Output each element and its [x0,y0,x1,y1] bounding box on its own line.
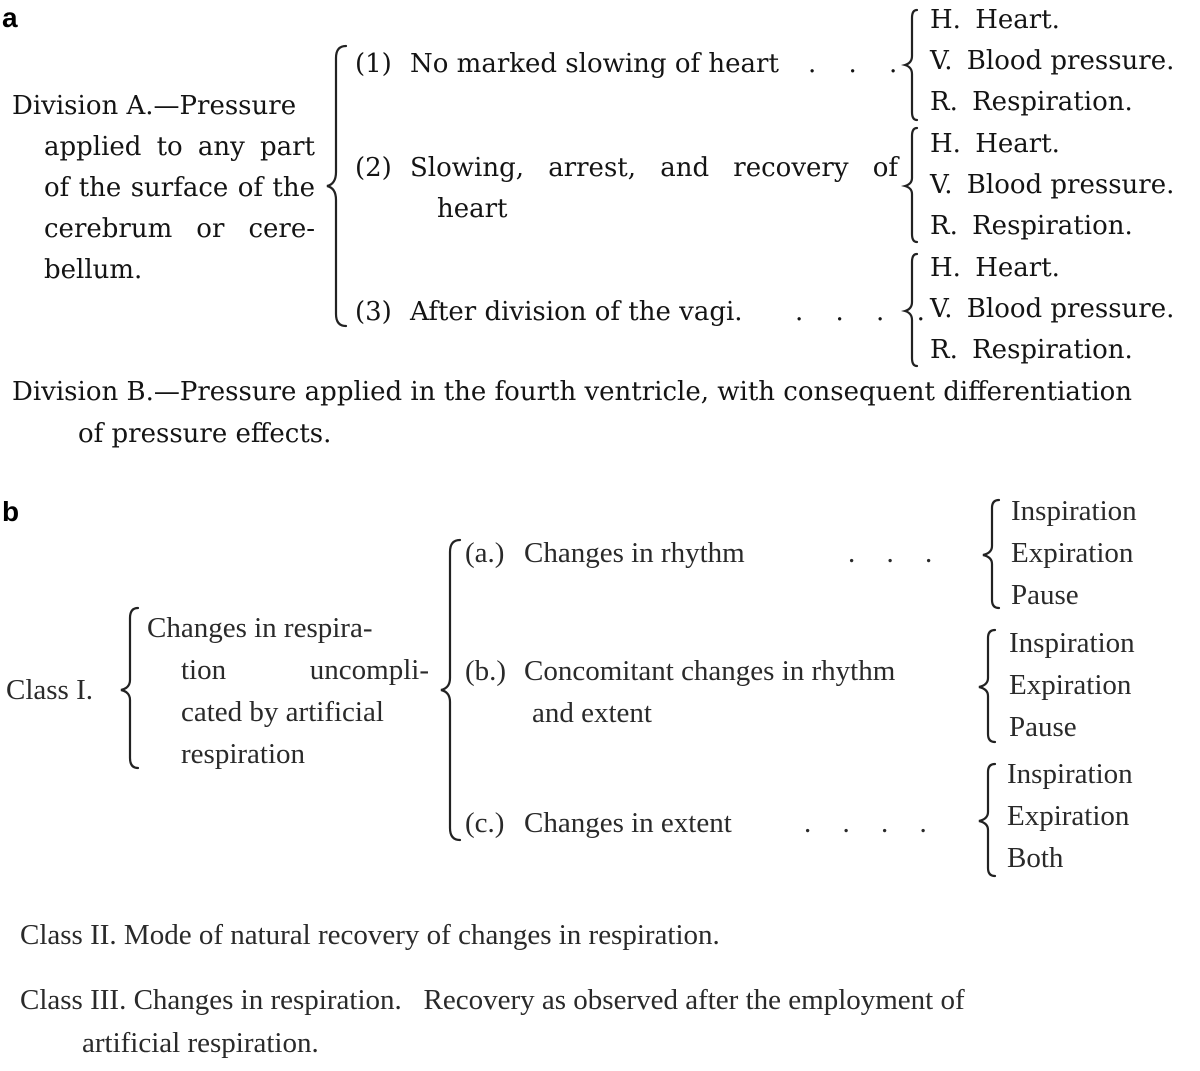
hvr-label: Blood pressure. [966,170,1175,200]
division-a-line: cerebrum or cere- [44,214,315,244]
hvr-row-blood-pressure [930,165,1174,206]
item-number: (1) [355,49,392,79]
brace-hvr-2 [903,126,921,244]
item-text: No marked slowing of heart [410,49,779,79]
item-number: (2) [355,153,392,183]
division-a-line: bellum. [44,255,143,285]
item-text: and extent [532,697,652,729]
brace-rhythm-items [436,538,466,844]
hvr-label: Respiration. [972,87,1133,117]
sub-item-expiration: Expiration [1009,669,1132,701]
item-text: Slowing, arrest, and recovery of [410,153,898,183]
hvr-code: R. [930,211,958,241]
sub-item-inspiration: Inspiration [1007,758,1133,790]
sub-item-expiration: Expiration [1007,800,1130,832]
hvr-row-blood-pressure [930,41,1174,82]
brace-sub-c [976,762,1000,878]
division-b-line: Division B.—Pressure applied in the fourth ventricle, with consequent differentiation [12,377,1133,407]
sub-item-both: Both [1007,842,1064,874]
item-text: Concomitant changes in rhythm [524,655,896,687]
hvr-code: R. [930,335,958,365]
hvr-code: H. [930,129,961,159]
brace-division-a [324,44,354,328]
item-text: After division of the vagi. [410,297,743,327]
class-i-desc-line: respiration [181,738,306,770]
hvr-row-respiration [930,330,1133,371]
hvr-code: V. [930,294,953,324]
hvr-label: Respiration. [972,335,1133,365]
class-i-desc-line: cated by artificial [181,696,384,728]
hvr-label: Heart. [975,129,1060,159]
division-a-line: of the surface of the [44,173,315,203]
brace-hvr-1 [903,8,921,120]
hvr-row-heart [930,124,1060,165]
division-a-line: applied to any part [44,132,315,162]
leader-dots: . . . [848,537,945,569]
division-a-line: Division A.—Pressure [12,91,297,121]
hvr-code: R. [930,87,958,117]
class-i-desc-line: Changes in respira- [147,612,373,644]
hvr-label: Blood pressure. [966,46,1175,76]
hvr-row-respiration [930,82,1133,123]
class-iii-line: Class III. Changes in respiration. Recovery as observed after the employment of [20,984,965,1016]
item-letter: (b.) [465,655,507,687]
sub-item-pause: Pause [1011,579,1079,611]
sub-item-inspiration: Inspiration [1011,495,1137,527]
brace-hvr-3 [903,252,921,368]
brace-sub-b [976,628,1000,744]
panel-label-a: a [2,2,18,33]
class-ii-line: Class II. Mode of natural recovery of changes in respiration. [20,919,720,951]
item-text: Changes in rhythm [524,537,745,569]
hvr-row-heart [930,248,1060,289]
panel-label-b: b [2,496,20,527]
class-i-desc-line: tion uncompli- [181,654,429,686]
division-b-line: of pressure effects. [78,419,332,449]
item-letter: (c.) [465,807,505,839]
item-text: Changes in extent [524,807,732,839]
hvr-code: V. [930,170,953,200]
division-a-text [12,86,315,127]
leader-dots: . . . . [795,297,937,327]
hvr-row-heart [930,0,1060,41]
hvr-label: Blood pressure. [966,294,1175,324]
brace-sub-a [980,498,1004,610]
item-text: heart [437,194,508,224]
hvr-row-blood-pressure [930,289,1174,330]
leader-dots: . . . [808,49,910,79]
brace-class-i [118,606,144,770]
hvr-label: Heart. [975,5,1060,35]
sub-item-expiration: Expiration [1011,537,1134,569]
hvr-code: H. [930,253,961,283]
item-letter: (a.) [465,537,505,569]
sub-item-inspiration: Inspiration [1009,627,1135,659]
class-iii-line: artificial respiration. [82,1027,319,1059]
hvr-row-respiration [930,206,1133,247]
hvr-code: H. [930,5,961,35]
item-number: (3) [355,297,392,327]
hvr-label: Respiration. [972,211,1133,241]
hvr-label: Heart. [975,253,1060,283]
class-i-label: Class I. [6,674,93,706]
hvr-code: V. [930,46,953,76]
sub-item-pause: Pause [1009,711,1077,743]
leader-dots: . . . . [804,807,939,839]
